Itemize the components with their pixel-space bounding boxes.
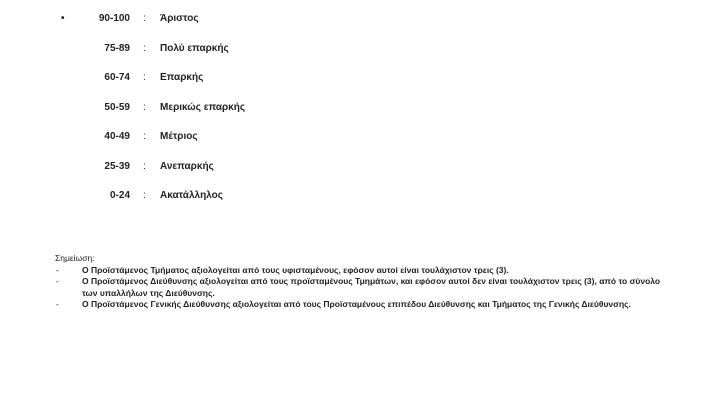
note-item (55, 265, 675, 276)
grade-label: Ακατάλληλος (160, 190, 223, 201)
note-text: Ο Προϊστάμενος Διεύθυνσης αξιολογείται από τους προϊσταμένους Τμημάτων, και εφόσον αυτοί δεν είναι τουλάχιστον τρεις (3), από το σύνολο των υπαλλήλων της Διεύθυνσης. (82, 276, 661, 298)
note-item (55, 276, 675, 298)
score-range: 40-49 (104, 131, 130, 142)
separator: : (143, 42, 146, 54)
score-range: 90-100 (98, 13, 130, 24)
note-dash: - (56, 265, 59, 276)
score-range: 75-89 (104, 42, 130, 54)
notes-section (55, 253, 675, 310)
score-range: 60-74 (104, 72, 130, 83)
grade-label: Επαρκής (160, 72, 204, 83)
grade-label: Μέτριος (160, 131, 198, 142)
score-range: 0-24 (109, 190, 130, 201)
grade-label: Άριστος (160, 13, 199, 24)
note-dash: - (56, 298, 59, 309)
note-text: Ο Προϊστάμενος Γενικής Διεύθυνσης αξιολογείται από τους Προϊσταμένους επιπέδου Διεύθυνσης και Τμήματος της Γενικής Διεύθυνσης. (82, 298, 631, 309)
grade-label: Μερικώς επαρκής (160, 101, 246, 113)
grade-label: Πολύ επαρκής (160, 42, 229, 54)
separator: : (143, 131, 146, 142)
bullet-marker: • (61, 13, 65, 24)
note-item (55, 299, 675, 310)
separator: : (143, 13, 146, 24)
score-range: 50-59 (104, 101, 130, 113)
note-dash: - (56, 276, 59, 287)
separator: : (143, 72, 146, 83)
separator: : (143, 190, 146, 201)
score-range: 25-39 (104, 160, 130, 172)
notes-title: Σημείωση: (55, 253, 95, 263)
separator: : (143, 160, 146, 172)
grade-label: Ανεπαρκής (160, 160, 214, 172)
separator: : (143, 101, 146, 113)
note-text: Ο Προϊστάμενος Τμήματος αξιολογείται από τους υφισταμένους, εφόσον αυτοί είναι τουλάχιστον τρεις (3). (82, 265, 509, 276)
